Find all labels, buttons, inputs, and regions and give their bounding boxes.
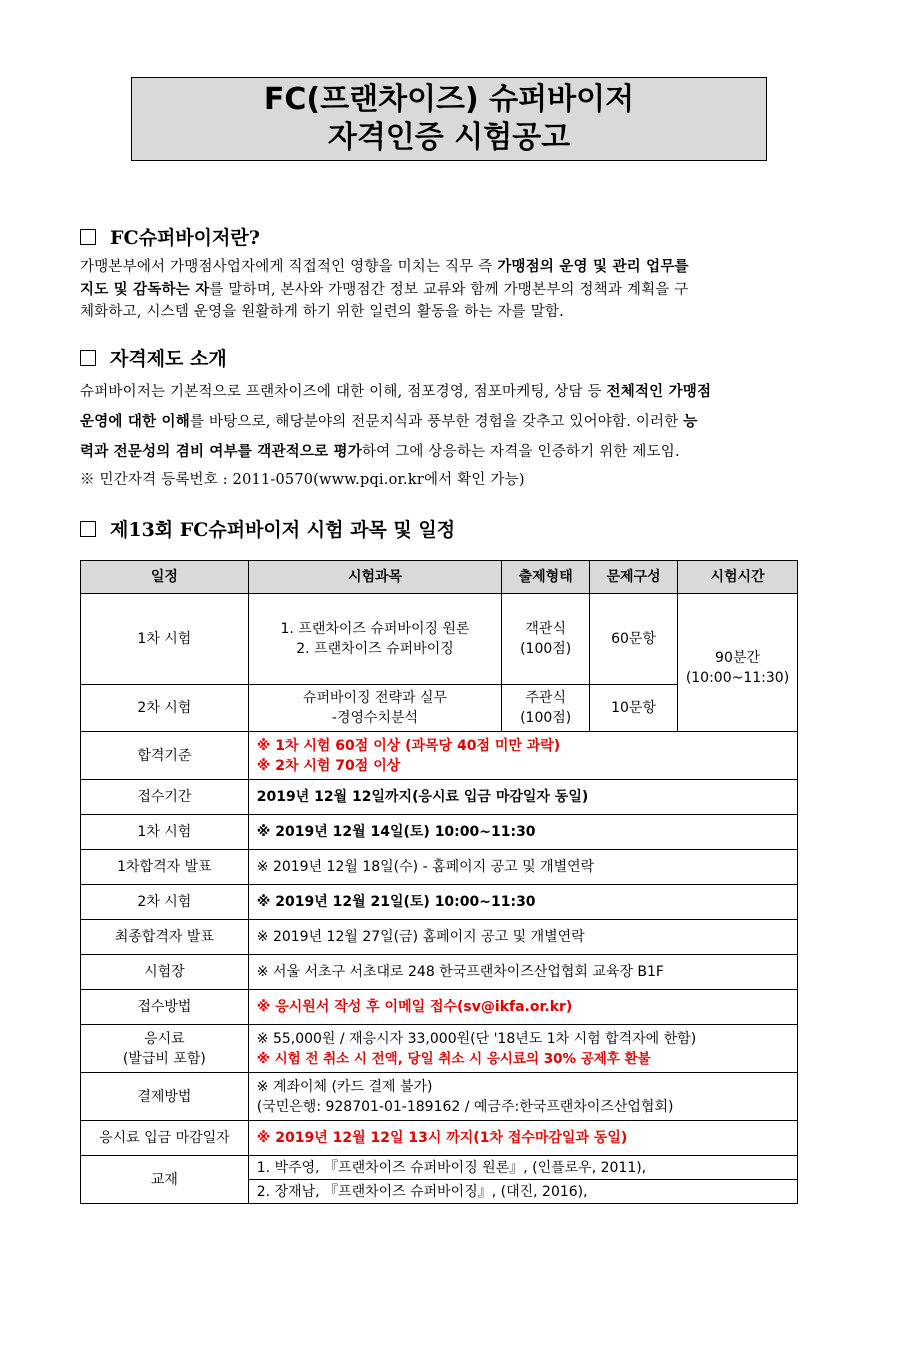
deadline-value: ※ 2019년 12월 12일 13시 까지(1차 접수마감일과 동일) (248, 1121, 797, 1156)
exam-time-range: (10:00~11:30) (685, 669, 790, 686)
section-fc-supervisor-body: 가맹본부에서 가맹점사업자에게 직접적인 영향을 미치는 직무 즉 가맹점의 운영 및 관리 업무를 지도 및 감독하는 자를 말하며, 본사와 가맹점간 정보 교류와 함께 가맹본부의 정책과 계획을 구 체화하고, 시스템 운영을 원활하게 하기 위한 일련의 활동을 하는 자를 말함. (80, 258, 689, 320)
exam2-points: (100점) (520, 710, 572, 726)
table-row (81, 885, 798, 920)
title-line-2: 자격인증 시험공고 (327, 120, 571, 155)
pass-criteria-label: 합격기준 (81, 732, 249, 780)
reception-period-label: 접수기간 (81, 780, 249, 815)
books-label: 교재 (81, 1156, 249, 1204)
exam1-count: 60문항 (590, 594, 678, 685)
table-row (81, 1121, 798, 1156)
table-row (81, 815, 798, 850)
venue-label: 시험장 (81, 955, 249, 990)
table-row (81, 732, 798, 780)
first-exam-label: 1차 시험 (81, 815, 249, 850)
exam1-subject-2: 2. 프랜차이즈 슈퍼바이징 (296, 641, 454, 657)
exam2-subject-1: 슈퍼바이징 전략과 실무 (302, 690, 448, 706)
header-schedule: 일정 (81, 561, 249, 594)
fee-line-1: ※ 55,000원 / 재응시자 33,000원(단 '18년도 1차 시험 합격자에 한함) (256, 1030, 697, 1047)
title-line-1: FC(프랜차이즈) 슈퍼바이저 (263, 82, 635, 117)
final-pass-value: ※ 2019년 12월 27일(금) 홈페이지 공고 및 개별연락 (248, 920, 797, 955)
table-header-row (81, 561, 798, 594)
registration-note: ※ 민간자격 등록번호 : 2011-0570(www.pqi.or.kr에서 확인 가능) (80, 472, 525, 488)
table-row (81, 1025, 798, 1073)
checkbox-square-icon (80, 229, 96, 245)
exam1-type: 객관식 (525, 621, 566, 637)
exam2-subject-2: -경영수치분석 (331, 710, 419, 726)
second-exam-label: 2차 시험 (81, 885, 249, 920)
table-row (81, 780, 798, 815)
payment-label: 결제방법 (81, 1073, 249, 1121)
reception-period-value: 2019년 12월 12일까지(응시료 입금 마감일자 동일) (248, 780, 797, 815)
fee-label-sub: (발급비 포함) (122, 1050, 206, 1067)
section-heading-fc-supervisor: FC슈퍼바이저란? (80, 223, 260, 250)
fee-label: 응시료 (144, 1030, 185, 1047)
fee-line-2: ※ 시험 전 취소 시 전액, 당일 취소 시 응시료의 30% 공제후 환불 (256, 1050, 651, 1067)
pass-criteria-line-1: ※ 1차 시험 60점 이상 (과목당 40점 미만 과락) (256, 737, 561, 754)
table-row (81, 955, 798, 990)
final-pass-label: 최종합격자 발표 (81, 920, 249, 955)
deadline-label: 응시료 입금 마감일자 (81, 1121, 249, 1156)
title-banner (131, 77, 767, 161)
book-1: 1. 박주영, 『프랜차이즈 슈퍼바이징 원론』, (인플로우, 2011), (248, 1156, 797, 1180)
exam1-subject-1: 1. 프랜차이즈 슈퍼바이징 원론 (280, 621, 470, 637)
venue-value: ※ 서울 서초구 서초대로 248 한국프랜차이즈산업협회 교육장 B1F (248, 955, 797, 990)
checkbox-square-icon (80, 521, 96, 537)
header-time: 시험시간 (677, 561, 797, 594)
table-row (81, 594, 798, 685)
first-pass-value: ※ 2019년 12월 18일(수) - 홈페이지 공고 및 개별연락 (248, 850, 797, 885)
table-row (81, 920, 798, 955)
header-subject: 시험과목 (248, 561, 501, 594)
payment-line-1: ※ 계좌이체 (카드 결제 불가) (256, 1078, 433, 1095)
exam2-type: 주관식 (525, 690, 566, 706)
table-row (81, 1156, 798, 1180)
exam1-label: 1차 시험 (81, 594, 249, 685)
exam-schedule-table (80, 560, 798, 1204)
first-exam-value: ※ 2019년 12월 14일(토) 10:00~11:30 (248, 815, 797, 850)
table-row (81, 850, 798, 885)
checkbox-square-icon (80, 350, 96, 366)
exam2-label: 2차 시험 (81, 685, 249, 732)
first-pass-label: 1차합격자 발표 (81, 850, 249, 885)
table-row (81, 1073, 798, 1121)
exam2-count: 10문항 (590, 685, 678, 732)
header-type: 출제형태 (502, 561, 590, 594)
apply-method-value: ※ 응시원서 작성 후 이메일 접수(sv@ikfa.or.kr) (248, 990, 797, 1025)
pass-criteria-line-2: ※ 2차 시험 70점 이상 (256, 757, 401, 774)
exam1-points: (100점) (520, 641, 572, 657)
section-heading-schedule: 제13회 FC슈퍼바이저 시험 과목 및 일정 (80, 515, 455, 542)
book-2: 2. 장재남, 『프랜차이즈 슈퍼바이징』, (대진, 2016), (248, 1180, 797, 1204)
table-row (81, 990, 798, 1025)
apply-method-label: 접수방법 (81, 990, 249, 1025)
second-exam-value: ※ 2019년 12월 21일(토) 10:00~11:30 (248, 885, 797, 920)
section-qualification-body: 슈퍼바이저는 기본적으로 프랜차이즈에 대한 이해, 점포경영, 점포마케팅, 상담 등 전체적인 가맹점 운영에 대한 이해를 바탕으로, 해당분야의 전문지식과 풍부한 경험을 갖추고 있어야함. 이러한 능 력과 전문성의 겸비 여부를 객관적으로 평가하여 그에 상응하는 자격을 인증하기 위한 제도임. ※ 민간자격 등록번호 : 2011-0570(www.pqi.or.kr에서 확인 가능) (80, 383, 712, 488)
header-questions: 문제구성 (590, 561, 678, 594)
exam-duration: 90분간 (715, 649, 760, 666)
payment-line-2: (국민은행: 928701-01-189162 / 예금주:한국프랜차이즈산업협회) (256, 1098, 674, 1115)
section-heading-qualification: 자격제도 소개 (80, 344, 227, 371)
